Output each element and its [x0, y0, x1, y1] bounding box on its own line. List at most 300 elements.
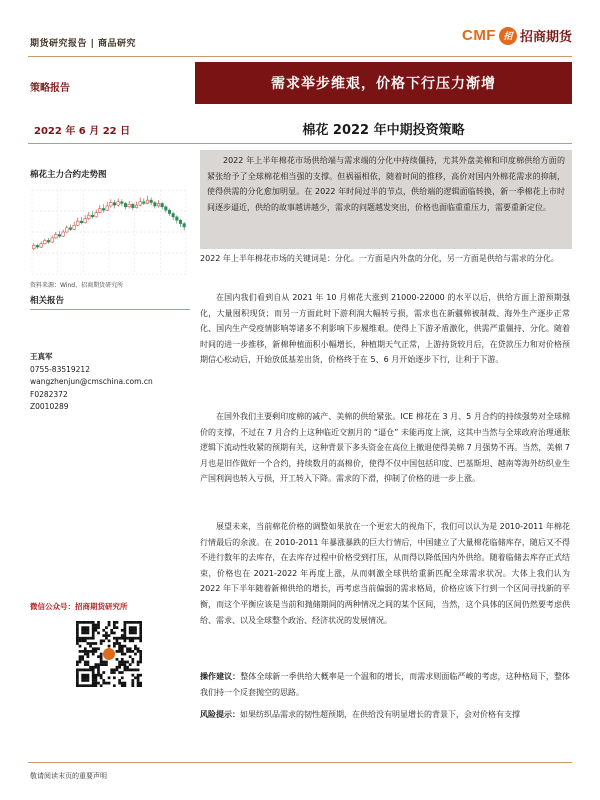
qr-module: [139, 674, 142, 677]
qr-center-logo: [103, 648, 115, 660]
qr-module: [87, 632, 90, 635]
qr-module: [102, 639, 105, 642]
qr-module: [102, 634, 105, 637]
qr-module: [76, 661, 79, 664]
qr-module: [81, 655, 84, 658]
qr-module: [137, 621, 140, 624]
qr-module: [129, 632, 132, 635]
qr-module: [89, 666, 92, 669]
footer-divider: [28, 762, 572, 763]
qr-code-icon: [76, 621, 142, 687]
qr-module: [116, 621, 119, 624]
qr-module: [89, 621, 92, 624]
qr-module: [100, 655, 103, 658]
qr-module: [84, 621, 87, 624]
candle-body: [69, 228, 72, 230]
qr-module: [118, 647, 121, 650]
qr-module: [102, 671, 105, 674]
qr-module: [97, 624, 100, 627]
qr-module: [137, 647, 140, 650]
qr-module: [137, 650, 140, 653]
qr-module: [81, 650, 84, 653]
qr-module: [81, 637, 84, 640]
qr-module: [81, 629, 84, 632]
candle-body: [146, 200, 149, 203]
candle-body: [165, 207, 168, 210]
qr-module: [134, 669, 137, 672]
qr-module: [113, 684, 116, 687]
qr-module: [92, 682, 95, 685]
qr-module: [116, 637, 119, 640]
price-chart: [30, 186, 188, 278]
qr-module: [121, 650, 124, 653]
logo-text: CMF: [461, 27, 496, 44]
qr-module: [97, 647, 100, 650]
qr-module: [110, 632, 113, 635]
qr-module: [92, 647, 95, 650]
qr-module: [81, 674, 84, 677]
qr-module: [76, 682, 79, 685]
qr-module: [118, 661, 121, 664]
qr-code-svg: [76, 621, 142, 687]
qr-module: [97, 621, 100, 624]
qr-module: [94, 684, 97, 687]
body-paragraph-3: 在国外我们主要剩印度棉的减产、美棉的供给紧张。ICE 棉花在 3 月、5 月合约的持续强势对全球棉价的支撑，不过在 7 月合约上这种临近交割月的 “逼仓” 未能再度上演，这其中当然与全球政府治理通胀逻辑下流动性收紧的预期有关，这种背景下多头资金在高位上撤退使得美棉 7 月强势不再。当然，美棉 7 月也是旧作做好一个合约，持续数月的高棉价，使得不仅中国包括印度、巴基斯坦、越南等海外纺织业生产国利润也转入亏损，开工转入下降。需求的下滑，抑制了价格的进一步上涨。: [200, 412, 570, 484]
qr-module: [94, 679, 97, 682]
qr-module: [113, 645, 116, 648]
qr-module: [124, 624, 127, 627]
qr-module: [76, 671, 79, 674]
qr-module: [94, 674, 97, 677]
candle-body: [80, 221, 83, 223]
qr-module: [137, 663, 140, 666]
qr-module: [76, 634, 79, 637]
qr-module: [76, 684, 79, 687]
qr-module: [87, 626, 90, 629]
qr-module: [97, 626, 100, 629]
qr-module: [139, 626, 142, 629]
qr-module: [131, 629, 134, 632]
qr-module: [131, 674, 134, 677]
qr-module: [87, 655, 90, 658]
qr-module: [108, 682, 111, 685]
qr-module: [124, 684, 127, 687]
qr-module: [94, 682, 97, 685]
qr-module: [79, 669, 82, 672]
qr-module: [139, 629, 142, 632]
header-category: 期货研究报告 | 商品研究: [30, 39, 137, 49]
qr-module: [126, 647, 129, 650]
qr-module: [137, 674, 140, 677]
logo-mark-icon: 招: [499, 27, 517, 45]
qr-module: [124, 634, 127, 637]
qr-module: [84, 674, 87, 677]
candle-body: [58, 235, 61, 237]
qr-module: [76, 674, 79, 677]
qr-module: [100, 653, 103, 656]
qr-module: [139, 624, 142, 627]
candle-body: [66, 228, 69, 232]
qr-module: [76, 632, 79, 635]
qr-module: [124, 637, 127, 640]
paragraph-1-text: 2022 年上半年棉花市场的关键词是：分化。一方面是内外盘的分化，另一方面是供给与需求的分化。: [200, 254, 559, 263]
body-paragraph-1: [200, 251, 570, 267]
qr-module: [100, 674, 103, 677]
qr-module: [129, 647, 132, 650]
qr-module: [92, 621, 95, 624]
qr-module: [97, 669, 100, 672]
qr-module: [116, 626, 119, 629]
qr-module: [131, 658, 134, 661]
qr-module: [76, 637, 79, 640]
qr-module: [124, 632, 127, 635]
qr-module: [76, 624, 79, 627]
qr-module: [139, 658, 142, 661]
qr-module: [113, 637, 116, 640]
qr-module: [113, 621, 116, 624]
qr-module: [121, 629, 124, 632]
qr-module: [116, 642, 119, 645]
candle-body: [183, 224, 186, 227]
qr-module: [105, 661, 108, 664]
risk-warning-text: 如果纺织品需求的韧性超预期，在供给没有明显增长的背景下，会对价格有支撑: [240, 710, 520, 719]
candle-body: [161, 203, 164, 206]
qr-module: [124, 682, 127, 685]
qr-module: [131, 684, 134, 687]
qr-module: [121, 658, 124, 661]
qr-module: [76, 626, 79, 629]
author-name: 王真军: [30, 352, 53, 361]
qr-module: [116, 666, 119, 669]
qr-module: [84, 637, 87, 640]
qr-module: [121, 661, 124, 664]
qr-module: [129, 663, 132, 666]
qr-module: [137, 679, 140, 682]
qr-module: [134, 645, 137, 648]
qr-module: [100, 684, 103, 687]
candle-body: [176, 217, 179, 220]
body-paragraph-2: 在国内我们看到自从 2021 年 10 月棉花大涨到 21000-22000 的水平以后，供给方面上游预期强化，大量囤积现货；而另一方面此时下游利润大幅转亏损，需求也在新疆棉被制裁、海外生产逐步正常化、国内生产受疫情影响等诸多不利影响下步履维艰。使得上下游矛盾激化，供需严重僵持、分化。随着时间的进一步推移，新棉种植面积小幅增长，种植期天气正常，上游持货较月后，在贷款压力和对价格预期信心松动后，开始放低基差出货，价格终于在 5、6 月开始逐步下行，让利于下游。: [200, 293, 570, 365]
candle-body: [150, 200, 153, 203]
qr-module: [100, 663, 103, 666]
candle-body: [44, 240, 47, 243]
qr-module: [105, 634, 108, 637]
qr-module: [124, 666, 127, 669]
qr-module: [118, 663, 121, 666]
candle-body: [95, 213, 98, 217]
candle-body: [33, 245, 36, 248]
qr-module: [84, 632, 87, 635]
author-email[interactable]: wangzhenjun@cmschina.com.cn: [30, 377, 153, 386]
qr-module: [121, 663, 124, 666]
qr-module: [92, 669, 95, 672]
qr-module: [76, 669, 79, 672]
summary-box: 2022 年上半年棉花市场供给端与需求端的分化中持续僵持，尤其外盘美棉和印度棉供给方面的紧张给予了全球棉花相当强的支撑。但祸福相依，随着时间的推移，高价对国内外棉花需求的抑制，使得供需的分化愈加明显。在 2022 年时间过半的节点，供给端的逻辑面临转换，新一季棉花上市时间逐步逼近，供给的故事越讲越少，需求的问题越发突出，价格也面临重重压力，需要重新定位。: [200, 150, 572, 249]
qr-module: [131, 637, 134, 640]
qr-module: [116, 650, 119, 653]
qr-module: [110, 669, 113, 672]
qr-module: [108, 624, 111, 627]
candle-body: [172, 214, 175, 217]
qr-module: [81, 658, 84, 661]
qr-module: [79, 637, 82, 640]
qr-module: [131, 621, 134, 624]
candle-body: [124, 203, 127, 206]
qr-module: [87, 674, 90, 677]
candle-body: [157, 203, 160, 206]
qr-module: [124, 626, 127, 629]
candle-body: [91, 215, 94, 217]
qr-module: [79, 661, 82, 664]
qr-module: [137, 684, 140, 687]
candle-body: [102, 208, 105, 210]
company-logo: [462, 26, 572, 45]
body-paragraph-4: 展望未来，当前棉花价格的调整如果放在一个更宏大的视角下，我们可以认为是 2010-2011 年棉花行情最后的余波。在 2010-2011 年暴涨暴跌的巨大行情后，中国建立了大量棉花临储库存，随后又不得不进行数年的去库存，在去库存过程中价格受到打压，从而得以降低国内外供给。随着临储去库存正式结束，价格也在 2021-2022 年再度上涨，从而刺激全球供给重新匹配全球需求状况。大体上我们认为 2022 年下半年随着新棉供给的增长，再考虑当前偏弱的需求格局，价格应该下行到一个区间寻找新的平衡，而这个平衡应该是当前和抛储期间的两种情况之间的某个区间，当然，这个具体的区间仍然要考虑供给、需求、以及全球整个政治、经济状况的发展情况。: [200, 522, 570, 625]
headline-banner: [195, 62, 572, 104]
candle-body: [143, 202, 146, 204]
qr-module: [110, 671, 113, 674]
candle-body: [135, 205, 138, 208]
qr-module: [129, 629, 132, 632]
qr-module: [118, 679, 121, 682]
qr-module: [131, 650, 134, 653]
qr-module: [76, 639, 79, 642]
qr-module: [129, 655, 132, 658]
qr-module: [129, 639, 132, 642]
qr-module: [124, 661, 127, 664]
qr-module: [129, 637, 132, 640]
qr-module: [116, 658, 119, 661]
qr-module: [81, 639, 84, 642]
qr-module: [89, 650, 92, 653]
qr-module: [79, 684, 82, 687]
qr-module: [134, 632, 137, 635]
risk-warning: [200, 707, 570, 723]
qr-module: [87, 621, 90, 624]
qr-module: [131, 669, 134, 672]
qr-module: [116, 639, 119, 642]
qr-module: [84, 669, 87, 672]
qr-module: [97, 666, 100, 669]
qr-module: [113, 676, 116, 679]
qr-module: [76, 663, 79, 666]
qr-module: [113, 669, 116, 672]
qr-module: [108, 645, 111, 648]
qr-module: [81, 679, 84, 682]
qr-module: [84, 684, 87, 687]
candle-body: [179, 220, 182, 223]
qr-module: [92, 637, 95, 640]
qr-module: [89, 637, 92, 640]
qr-module: [87, 661, 90, 664]
qr-module: [121, 676, 124, 679]
author-info: [30, 351, 153, 414]
candle-body: [51, 238, 54, 242]
qr-module: [84, 676, 87, 679]
qr-module: [84, 626, 87, 629]
qr-module: [92, 684, 95, 687]
qr-module: [92, 632, 95, 635]
candle-body: [121, 202, 124, 204]
qr-module: [76, 621, 79, 624]
qr-module: [124, 629, 127, 632]
qr-module: [139, 621, 142, 624]
qr-module: [139, 639, 142, 642]
qr-module: [134, 626, 137, 629]
qr-module: [81, 632, 84, 635]
chart-title: 棉花主力合约走势图: [30, 170, 107, 180]
qr-module: [100, 661, 103, 664]
qr-module: [89, 669, 92, 672]
qr-module: [139, 634, 142, 637]
candle-body: [47, 240, 50, 242]
qr-module: [89, 642, 92, 645]
qr-module: [92, 653, 95, 656]
qr-module: [87, 653, 90, 656]
qr-module: [118, 682, 121, 685]
qr-module: [92, 679, 95, 682]
qr-module: [89, 645, 92, 648]
qr-module: [94, 629, 97, 632]
qr-module: [121, 637, 124, 640]
candle-body: [154, 203, 157, 206]
qr-module: [97, 674, 100, 677]
qr-module: [129, 621, 132, 624]
qr-module: [131, 661, 134, 664]
qr-module: [102, 679, 105, 682]
qr-module: [94, 624, 97, 627]
qr-module: [139, 650, 142, 653]
qr-module: [105, 663, 108, 666]
qr-module: [139, 655, 142, 658]
author-license-1: F0282372: [30, 389, 68, 399]
qr-module: [124, 663, 127, 666]
candle-body: [73, 225, 76, 229]
candle-body: [110, 203, 113, 206]
qr-module: [139, 653, 142, 656]
qr-module: [105, 637, 108, 640]
qr-module: [94, 626, 97, 629]
qr-module: [108, 634, 111, 637]
qr-module: [97, 682, 100, 685]
candle-body: [84, 219, 87, 223]
qr-module: [79, 639, 82, 642]
qr-module: [89, 684, 92, 687]
qr-module: [87, 679, 90, 682]
qr-module: [118, 637, 121, 640]
qr-module: [87, 642, 90, 645]
qr-module: [139, 632, 142, 635]
qr-module: [126, 621, 129, 624]
qr-module: [92, 624, 95, 627]
qr-module: [102, 682, 105, 685]
candle-body: [139, 202, 142, 205]
chart-source: 资料来源：Wind，招商期货研究所: [30, 282, 124, 289]
qr-module: [134, 647, 137, 650]
qr-module: [108, 639, 111, 642]
qr-module: [131, 682, 134, 685]
qr-module: [87, 637, 90, 640]
qr-module: [92, 671, 95, 674]
qr-module: [110, 629, 113, 632]
qr-module: [108, 676, 111, 679]
qr-module: [129, 626, 132, 629]
author-license-2: Z0010289: [30, 402, 69, 411]
qr-module: [76, 629, 79, 632]
qr-module: [126, 637, 129, 640]
qr-module: [126, 661, 129, 664]
candle-body: [106, 206, 109, 210]
qr-module: [139, 637, 142, 640]
qr-module: [124, 639, 127, 642]
qr-module: [87, 684, 90, 687]
qr-module: [94, 676, 97, 679]
qr-module: [79, 650, 82, 653]
qr-module: [121, 684, 124, 687]
qr-module: [84, 650, 87, 653]
qr-module: [81, 626, 84, 629]
qr-module: [94, 666, 97, 669]
qr-module: [134, 637, 137, 640]
candle-body: [36, 245, 39, 247]
qr-module: [121, 634, 124, 637]
qr-module: [97, 663, 100, 666]
header-divider: [28, 56, 572, 57]
qr-module: [92, 634, 95, 637]
qr-module: [92, 676, 95, 679]
qr-module: [79, 645, 82, 648]
qr-module: [126, 669, 129, 672]
qr-module: [126, 650, 129, 653]
qr-module: [81, 621, 84, 624]
report-date: 2022 年 6 月 22 日: [34, 126, 131, 137]
candle-body: [77, 221, 80, 225]
qr-module: [105, 682, 108, 685]
qr-module: [102, 629, 105, 632]
qr-module: [121, 647, 124, 650]
qr-module: [87, 629, 90, 632]
qr-module: [134, 629, 137, 632]
qr-module: [84, 653, 87, 656]
qr-module: [79, 658, 82, 661]
qr-module: [81, 684, 84, 687]
qr-module: [76, 642, 79, 645]
candle-body: [128, 204, 131, 207]
operation-advice-text: 整体全球新一季供给大概率是一个温和的增长，而需求则面临严峻的考虑，这种格局下，整体我们持一个反套抛空的思路。: [200, 672, 571, 697]
qr-module: [92, 666, 95, 669]
qr-module: [113, 624, 116, 627]
qr-module: [100, 658, 103, 661]
qr-module: [94, 647, 97, 650]
candle-body: [168, 210, 171, 213]
qr-module: [121, 645, 124, 648]
qr-module: [118, 642, 121, 645]
qr-module: [81, 669, 84, 672]
qr-module: [84, 629, 87, 632]
qr-module: [84, 679, 87, 682]
qr-module: [84, 639, 87, 642]
price-chart-svg: [30, 186, 188, 278]
candle-body: [40, 244, 43, 247]
qr-module: [76, 679, 79, 682]
sidebar: [30, 150, 190, 310]
qr-module: [124, 669, 127, 672]
qr-module: [121, 682, 124, 685]
qr-module: [84, 661, 87, 664]
qr-module: [113, 626, 116, 629]
qr-module: [94, 650, 97, 653]
qr-module: [134, 676, 137, 679]
